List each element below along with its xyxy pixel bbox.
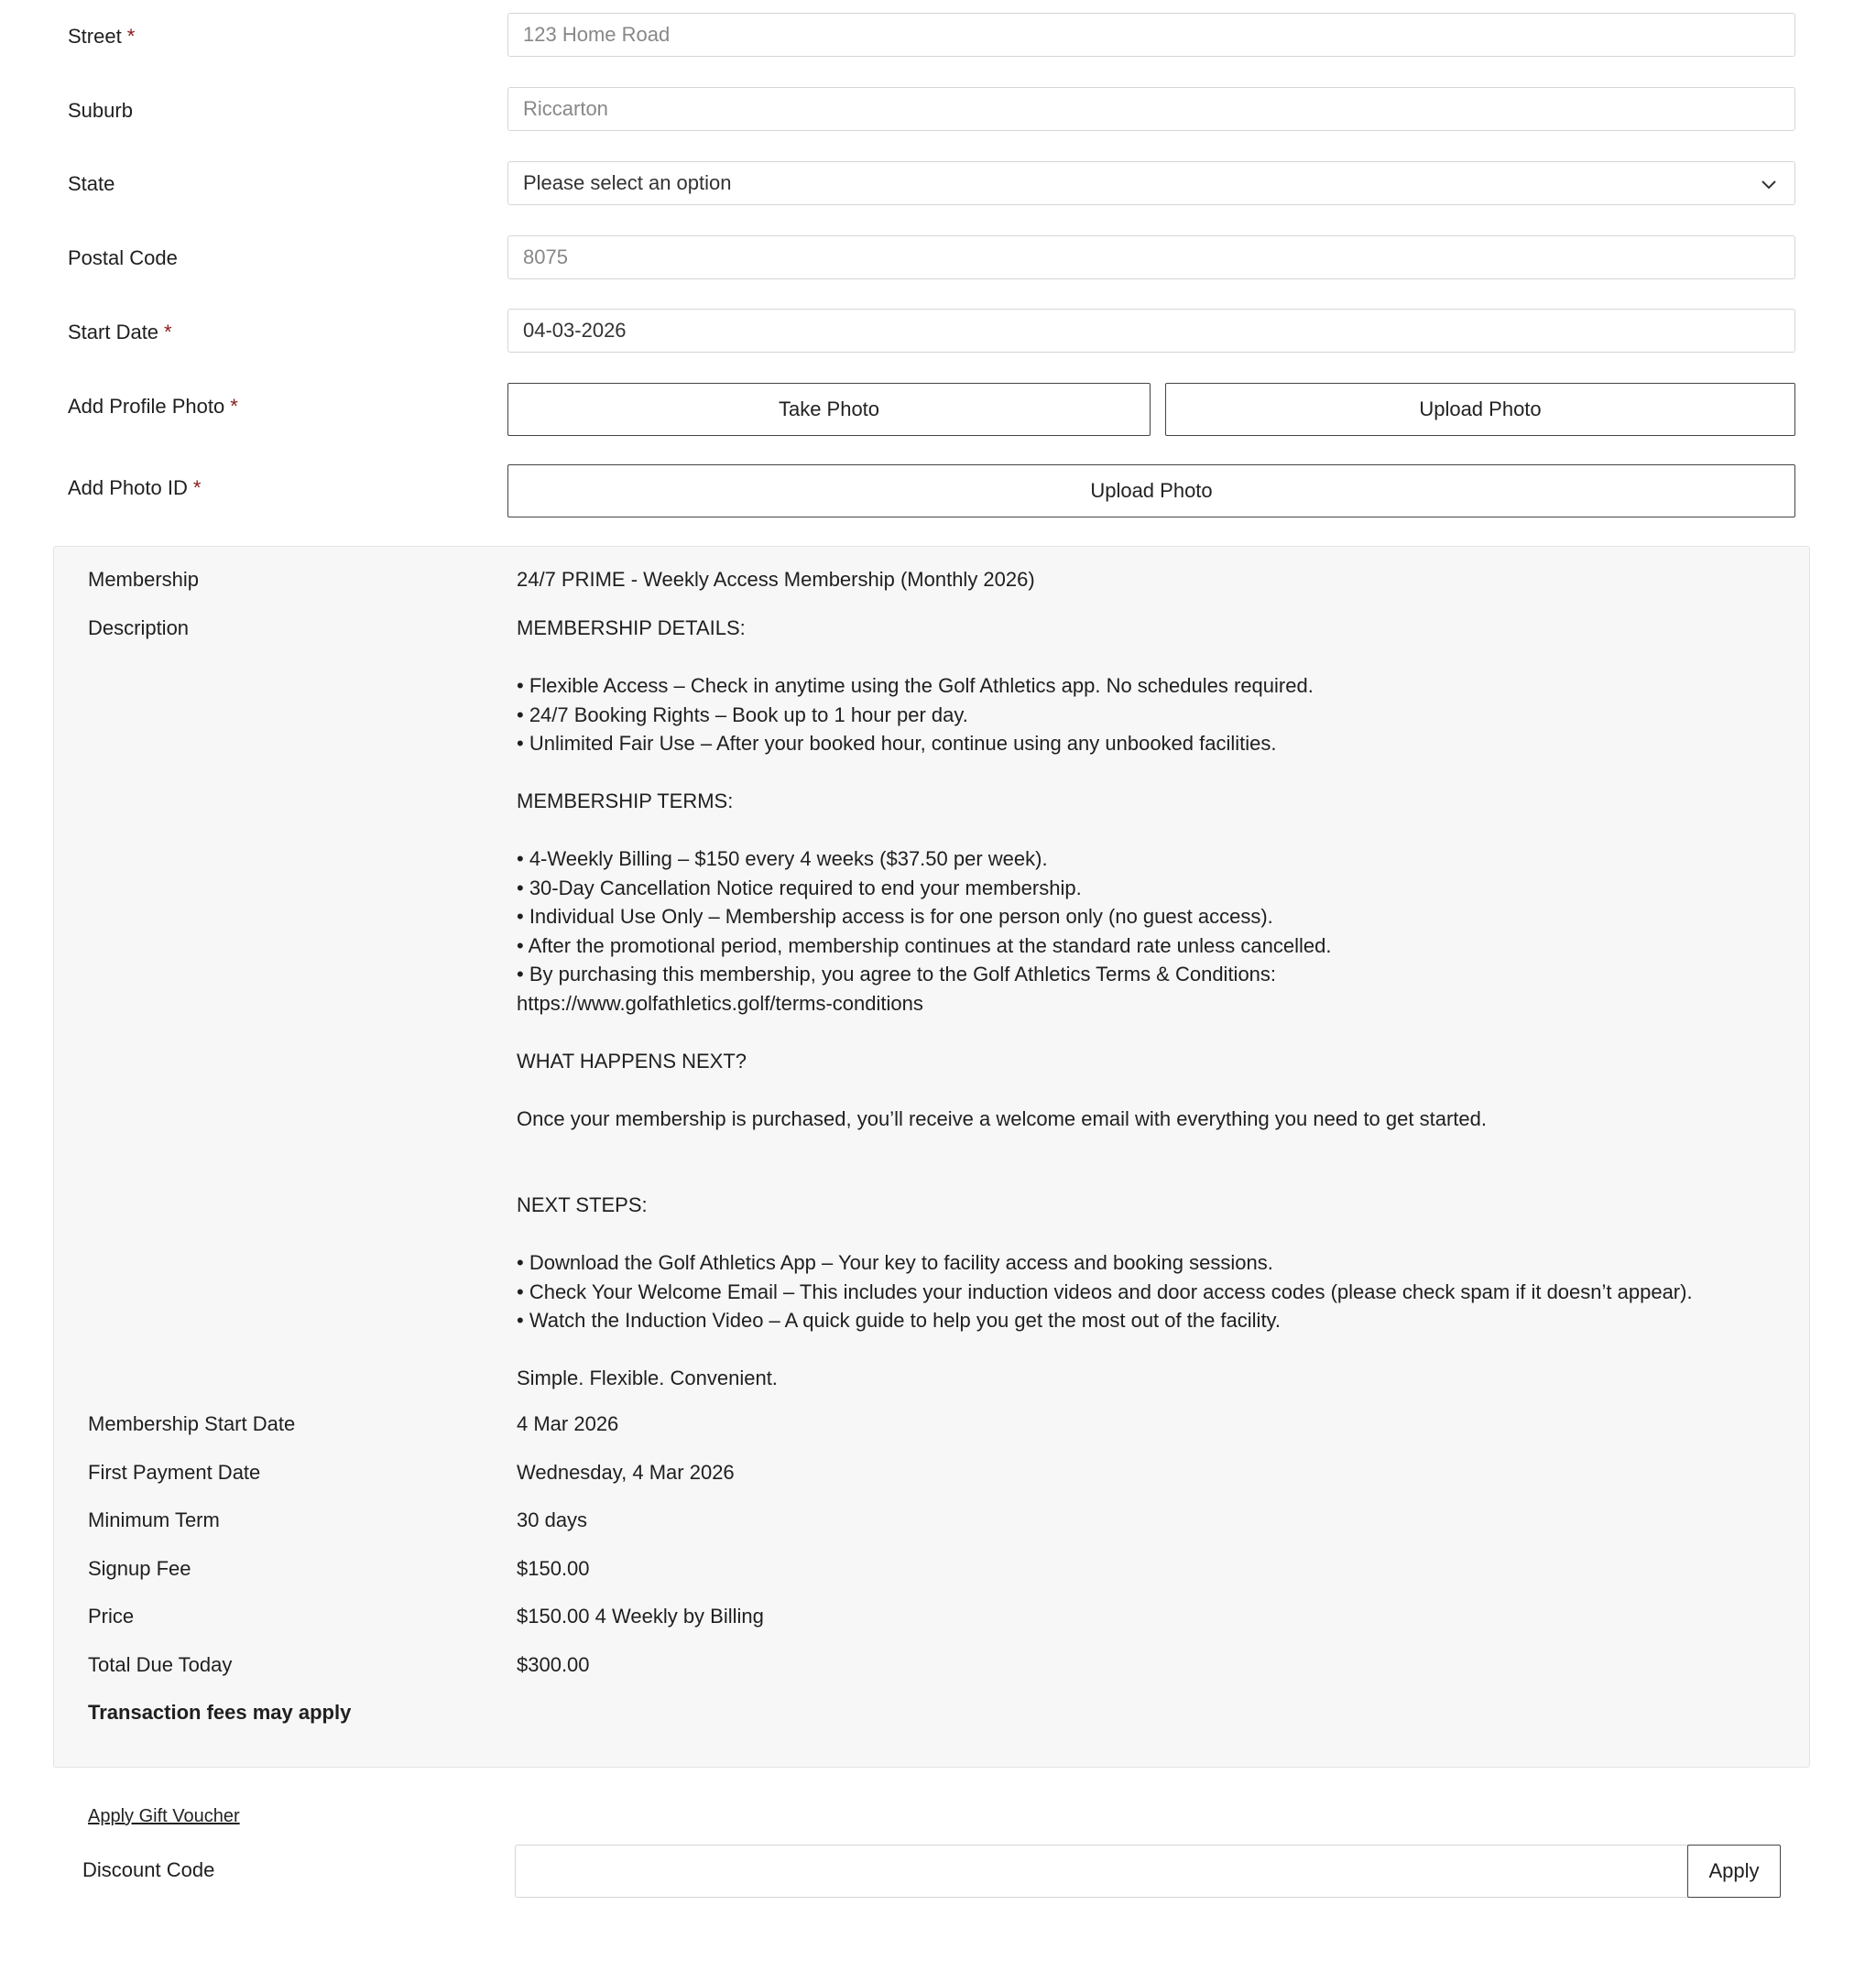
upload-profile-photo-button[interactable]: Upload Photo <box>1165 383 1795 436</box>
total-due-value: $300.00 <box>517 1653 590 1676</box>
suburb-input[interactable]: Riccarton <box>507 87 1795 131</box>
transaction-fees-note: Transaction fees may apply <box>88 1701 352 1724</box>
postal-code-label: Postal Code <box>68 246 178 269</box>
required-asterisk: * <box>192 476 202 499</box>
description-line <box>517 758 1781 788</box>
required-asterisk: * <box>164 321 172 343</box>
membership-start-date-label: Membership Start Date <box>88 1412 296 1435</box>
state-label: State <box>68 172 115 195</box>
description-line: • By purchasing this membership, you agree to the Golf Athletics Terms & Conditions: <box>517 963 1277 986</box>
description-line: NEXT STEPS: <box>517 1193 648 1216</box>
description-line: Once your membership is purchased, you’ll receive a welcome email with everything you need to get started. <box>517 1106 1487 1130</box>
description-line: https://www.golfathletics.golf/terms-conditions <box>517 991 923 1015</box>
start-date-label: Start Date * <box>68 321 172 343</box>
first-payment-date-label: First Payment Date <box>88 1461 261 1484</box>
description-line: • Download the Golf Athletics App – Your key to facility access and booking sessions. <box>517 1251 1273 1274</box>
description-line: MEMBERSHIP TERMS: <box>517 789 734 812</box>
photo-id-label: Add Photo ID * <box>68 476 202 499</box>
description-line: • Check Your Welcome Email – This includes your induction videos and door access codes (please check spam if it doesn’t appear). <box>517 1280 1693 1303</box>
description-line <box>517 1162 1781 1192</box>
upload-photo-id-button[interactable]: Upload Photo <box>507 464 1795 517</box>
start-date-input[interactable]: 04-03-2026 <box>507 309 1795 353</box>
minimum-term-value: 30 days <box>517 1508 588 1531</box>
description-line: Simple. Flexible. Convenient. <box>517 1367 778 1389</box>
apply-gift-voucher-link[interactable]: Apply Gift Voucher <box>88 1806 240 1826</box>
profile-photo-label: Add Profile Photo * <box>68 395 238 418</box>
description-line <box>517 1220 1781 1249</box>
description-line: • Flexible Access – Check in anytime using the Golf Athletics app. No schedules required. <box>517 674 1314 697</box>
description-line: • 4-Weekly Billing – $150 every 4 weeks ($37.50 per week). <box>517 847 1048 870</box>
description-label: Description <box>88 616 190 639</box>
signup-fee-value: $150.00 <box>517 1557 590 1580</box>
chevron-down-icon <box>1760 175 1778 193</box>
state-select[interactable] <box>507 161 1795 205</box>
apply-discount-button[interactable]: Apply <box>1687 1845 1781 1898</box>
description-line <box>517 1075 1781 1105</box>
description-line: • 30-Day Cancellation Notice required to end your membership. <box>517 876 1082 899</box>
suburb-label: Suburb <box>68 99 133 122</box>
street-input[interactable]: 123 Home Road <box>507 13 1795 57</box>
description-line <box>517 816 1781 845</box>
description-line: WHAT HAPPENS NEXT? <box>517 1049 747 1073</box>
postal-code-input[interactable]: 8075 <box>507 235 1795 279</box>
description-line: MEMBERSHIP DETAILS: <box>517 616 746 639</box>
discount-code-input[interactable] <box>515 1845 1689 1898</box>
membership-description <box>517 614 1781 1393</box>
minimum-term-label: Minimum Term <box>88 1508 220 1531</box>
state-selected-value: Please select an option <box>523 171 732 194</box>
discount-code-label: Discount Code <box>82 1858 215 1881</box>
price-value: $150.00 4 Weekly by Billing <box>517 1605 764 1628</box>
description-line <box>517 643 1781 672</box>
price-label: Price <box>88 1605 135 1628</box>
description-line: • 24/7 Booking Rights – Book up to 1 hour per day. <box>517 702 968 726</box>
membership-value: 24/7 PRIME - Weekly Access Membership (Monthly 2026) <box>517 568 1035 591</box>
description-line <box>517 1335 1781 1365</box>
street-label: Street * <box>68 25 136 48</box>
description-line: • Individual Use Only – Membership access is for one person only (no guest access). <box>517 905 1273 928</box>
required-asterisk: * <box>230 395 238 418</box>
first-payment-date-value: Wednesday, 4 Mar 2026 <box>517 1461 735 1484</box>
take-photo-button[interactable]: Take Photo <box>507 383 1151 436</box>
description-line: • Unlimited Fair Use – After your booked hour, continue using any unbooked facilities. <box>517 732 1277 755</box>
signup-fee-label: Signup Fee <box>88 1557 191 1580</box>
description-line <box>517 1133 1781 1162</box>
membership-label: Membership <box>88 568 200 591</box>
membership-start-date-value: 4 Mar 2026 <box>517 1412 619 1435</box>
description-line: • After the promotional period, membership continues at the standard rate unless cancelled. <box>517 933 1332 957</box>
total-due-label: Total Due Today <box>88 1653 233 1676</box>
required-asterisk: * <box>126 25 136 48</box>
description-line: • Watch the Induction Video – A quick guide to help you get the most out of the facility. <box>517 1309 1282 1332</box>
description-line <box>517 1018 1781 1047</box>
